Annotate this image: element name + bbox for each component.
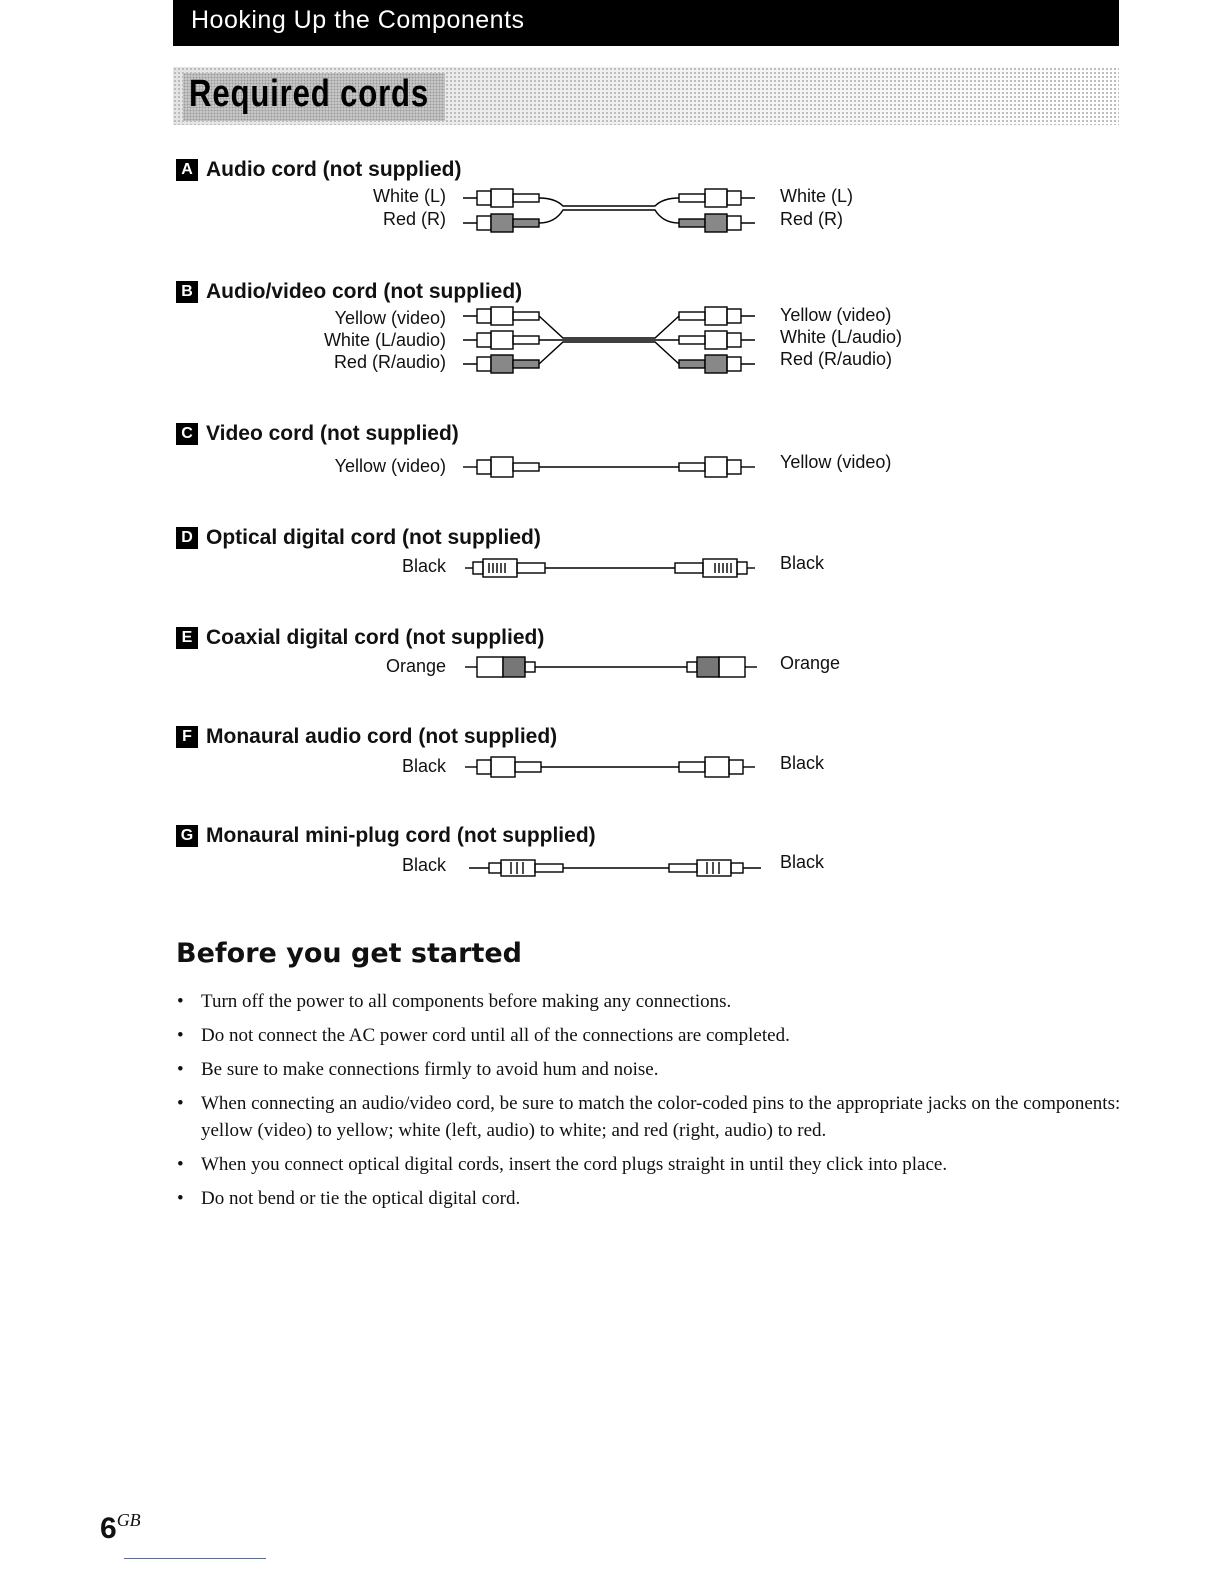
cord-e-illustration (455, 652, 765, 682)
cord-title-g (176, 824, 596, 848)
cord-a-right-label-2: Red (R) (780, 209, 844, 229)
list-item: • Be sure to make connections firmly to avoid hum and noise. (176, 1056, 1121, 1083)
cord-e-right-label: Orange (780, 653, 841, 673)
cord-title-text: Coaxial digital cord (not supplied) (206, 626, 545, 649)
cord-g-right-label: Black (780, 852, 825, 872)
cord-title-text: Monaural audio cord (not supplied) (206, 725, 558, 748)
cord-b-right-label-1: Yellow (video) (780, 305, 892, 325)
before-list (176, 988, 1121, 1219)
cord-title-f (176, 725, 557, 749)
cord-b-left-label-3: Red (R/audio) (333, 352, 446, 372)
cord-c-left-label: Yellow (video) (334, 456, 446, 476)
cord-d-illustration (455, 553, 765, 583)
list-item: • When connecting an audio/video cord, be sure to match the color-coded pins to the appropriate jacks on the components: yellow (video) to yellow; white (left, audio) to white; and red (right, audio) to red. (176, 1090, 1121, 1144)
cord-letter-b: B (176, 281, 198, 303)
list-item: • Do not bend or tie the optical digital cord. (176, 1185, 1121, 1212)
cord-letter-g: G (176, 825, 198, 847)
cord-title-d (176, 526, 541, 550)
cord-f-right-label: Black (780, 753, 825, 773)
list-item: • Do not connect the AC power cord until all of the connections are completed. (176, 1022, 1121, 1049)
header-title: Hooking Up the Components (191, 6, 525, 34)
cord-b-right-label-2: White (L/audio) (780, 327, 903, 347)
cord-title-e (176, 626, 544, 650)
header-bar (173, 0, 1119, 46)
cord-title-text: Video cord (not supplied) (206, 422, 459, 445)
cord-c-illustration (455, 452, 765, 482)
cord-title-text: Optical digital cord (not supplied) (206, 526, 541, 549)
cord-letter-e: E (176, 627, 198, 649)
page-number-value: 6 (100, 1512, 117, 1545)
cord-title-text: Audio cord (not supplied) (206, 158, 462, 181)
cord-a-left-label-2: Red (R) (382, 209, 446, 229)
page-number (100, 1510, 141, 1546)
cord-e-left-label: Orange (385, 656, 446, 676)
cord-b-right-label-3: Red (R/audio) (780, 349, 893, 369)
list-item: • When you connect optical digital cords, insert the cord plugs straight in until they click into place. (176, 1151, 1121, 1178)
section-banner (173, 67, 1119, 125)
cord-a-illustration (455, 186, 765, 236)
cord-a-left-label-1: White (L) (372, 186, 446, 206)
page-number-suffix: GB (116, 1510, 141, 1530)
cord-g-illustration (455, 853, 765, 883)
section-title: Required cords (189, 73, 430, 115)
cord-title-text: Monaural mini-plug cord (not supplied) (206, 824, 596, 847)
cord-c-right-label: Yellow (video) (780, 452, 892, 472)
list-item: • Turn off the power to all components before making any connections. (176, 988, 1121, 1015)
before-heading: Before you get started (176, 938, 522, 969)
cord-d-right-label: Black (780, 553, 825, 573)
cord-title-text: Audio/video cord (not supplied) (206, 280, 523, 303)
cord-d-left-label: Black (401, 556, 446, 576)
cord-letter-c: C (176, 423, 198, 445)
cord-title-b (176, 280, 522, 304)
cord-letter-f: F (176, 726, 198, 748)
cord-b-illustration (455, 304, 765, 380)
cord-title-c (176, 422, 459, 446)
cord-title-a (176, 158, 461, 182)
cord-f-left-label: Black (401, 756, 446, 776)
cord-g-left-label: Black (401, 855, 446, 875)
cord-b-left-label-2: White (L/audio) (323, 330, 446, 350)
cord-a-right-label-1: White (L) (780, 186, 854, 206)
cord-f-illustration (455, 752, 765, 782)
cord-b-left-label-1: Yellow (video) (334, 308, 446, 328)
cord-letter-a: A (176, 159, 198, 181)
cord-letter-d: D (176, 527, 198, 549)
footer-divider (124, 1558, 266, 1559)
